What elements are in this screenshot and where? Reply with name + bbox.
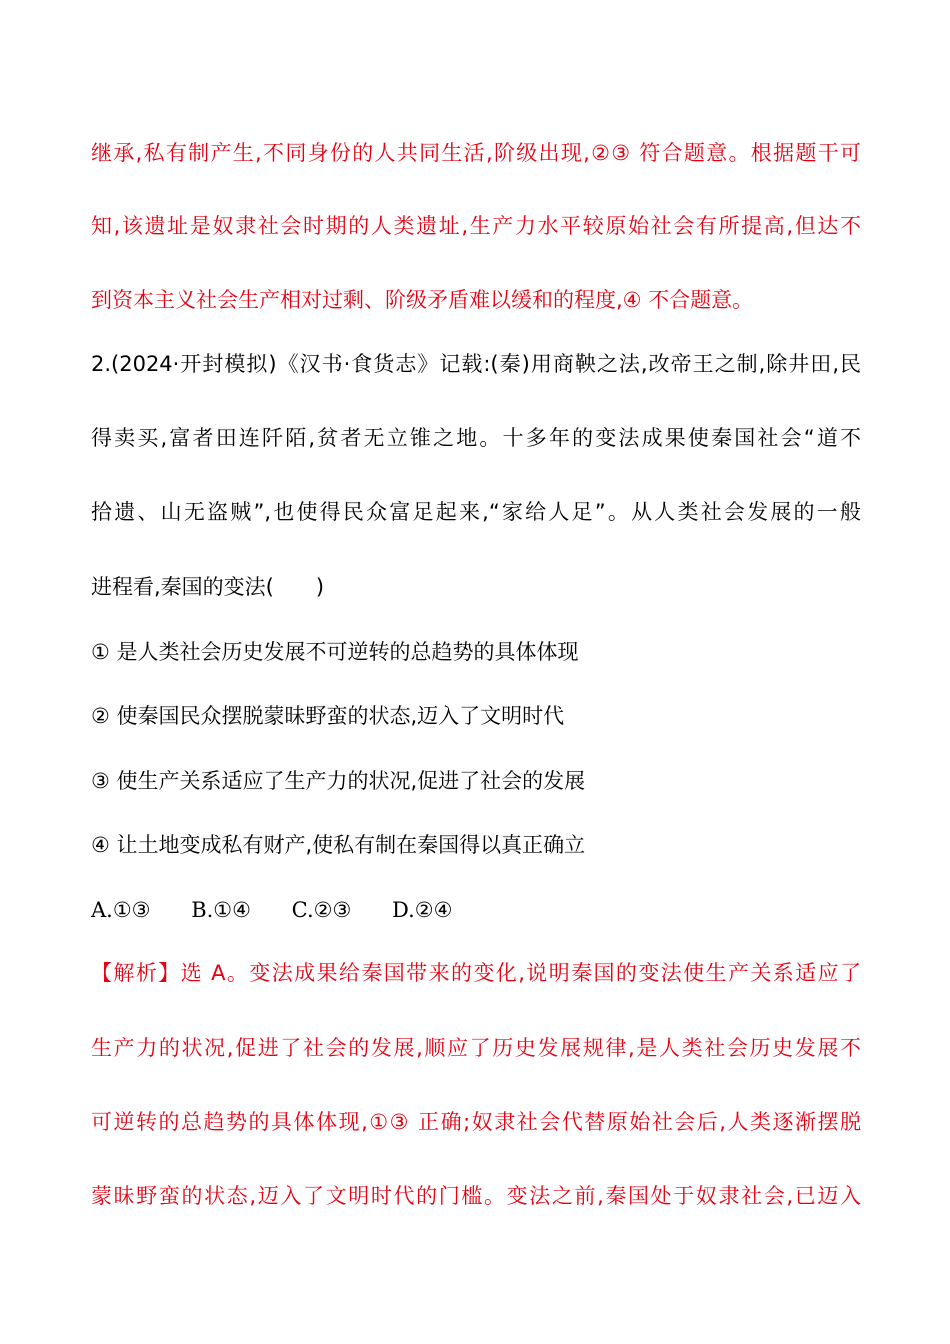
question2-line-4: 进程看,秦国的变法( ) — [91, 575, 325, 599]
statement-4: ④ 让土地变成私有财产,使私有制在秦国得以真正确立 — [91, 833, 586, 857]
statement-1: ① 是人类社会历史发展不可逆转的总趋势的具体体现 — [91, 640, 579, 664]
answer-options — [91, 896, 861, 924]
analysis2-line-1: 【解析】选 A。变法成果给秦国带来的变化,说明秦国的变法使生产关系适应了 — [91, 961, 861, 985]
analysis2-line-3: 可逆转的总趋势的具体体现,①③ 正确;奴隶社会代替原始社会后,人类逐渐摆脱 — [91, 1110, 861, 1134]
option-d: D.②④ — [391, 898, 453, 922]
statement-2: ② 使秦国民众摆脱蒙昧野蛮的状态,迈入了文明时代 — [91, 704, 565, 728]
question2-line-2: 得卖买,富者田连阡陌,贫者无立锥之地。十多年的变法成果使秦国社会“道不 — [91, 426, 861, 450]
statement-3: ③ 使生产关系适应了生产力的状况,促进了社会的发展 — [91, 769, 586, 793]
analysis1-line-1: 继承,私有制产生,不同身份的人共同生活,阶级出现,②③ 符合题意。根据题干可 — [91, 141, 861, 165]
analysis2-line-4: 蒙昧野蛮的状态,迈入了文明时代的门槛。变法之前,秦国处于奴隶社会,已迈入 — [91, 1184, 861, 1208]
option-b: B.①④ — [191, 898, 251, 922]
analysis1-line-3: 到资本主义社会生产相对过剩、阶级矛盾难以缓和的程度,④ 不合题意。 — [91, 288, 754, 312]
question2-line-1: 2.(2024·开封模拟)《汉书·食货志》记载:(秦)用商鞅之法,改帝王之制,除井田,民 — [91, 352, 861, 376]
option-c: C.②③ — [291, 898, 352, 922]
question2-line-3: 拾遗、山无盗贼”,也使得民众富足起来,“家给人足”。从人类社会发展的一般 — [91, 500, 861, 524]
analysis2-line-2: 生产力的状况,促进了社会的发展,顺应了历史发展规律,是人类社会历史发展不 — [91, 1036, 861, 1060]
analysis1-line-2: 知,该遗址是奴隶社会时期的人类遗址,生产力水平较原始社会有所提高,但达不 — [91, 214, 861, 238]
option-a: A.①③ — [91, 898, 151, 922]
